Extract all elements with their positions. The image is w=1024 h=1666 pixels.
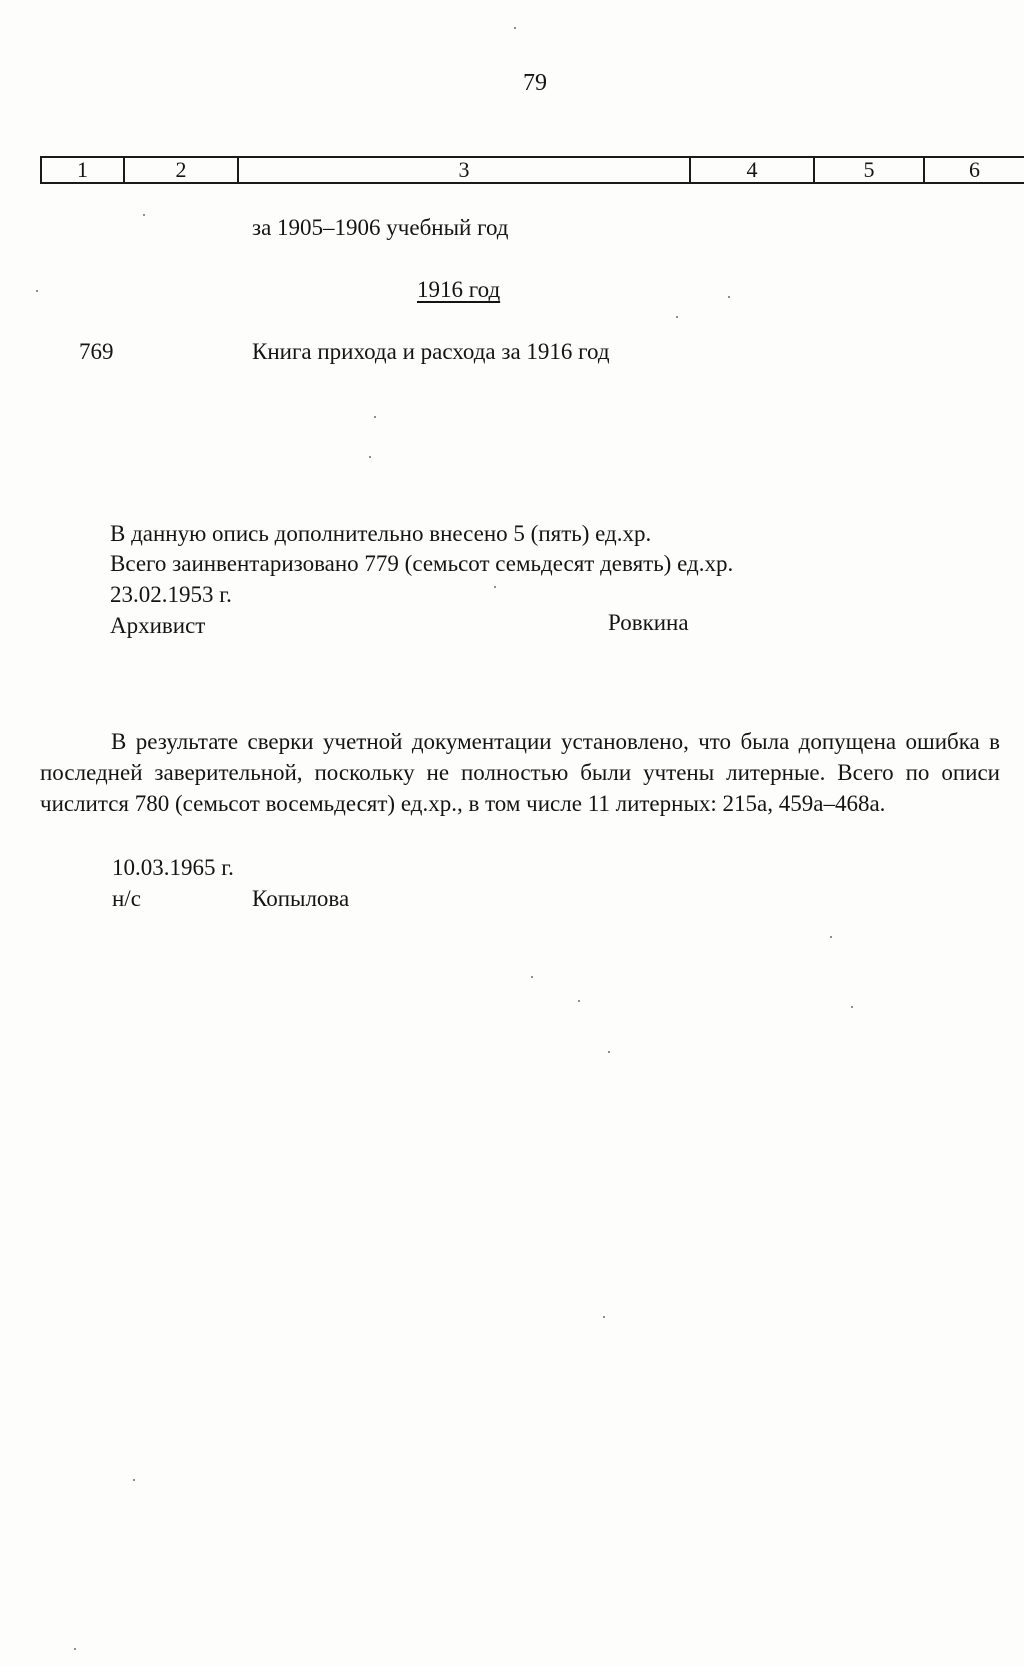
column-number-header bbox=[40, 156, 1024, 184]
certification-1965-role: н/с bbox=[112, 886, 141, 911]
column-number-2: 2 bbox=[125, 158, 239, 182]
column-number-1: 1 bbox=[42, 158, 125, 182]
scan-speck bbox=[578, 1000, 580, 1002]
certification-1953-signature: Ровкина bbox=[608, 610, 689, 635]
column-number-5: 5 bbox=[815, 158, 925, 182]
scan-speck bbox=[369, 456, 371, 458]
certification-1965-text: В результате сверки учетной документации установлено, что была допущена ошибка в последней заверительной, поскольку не полностью были учтены литерные. Всего по описи числится 780 (семьсот восемьдесят) ед.хр., в том числе 11 литерных: 215а, 459а–468а. bbox=[40, 729, 1000, 816]
scan-speck bbox=[74, 1648, 76, 1650]
certification-1953-date: 23.02.1953 г. bbox=[110, 582, 232, 607]
item-title: Книга прихода и расхода за 1916 год bbox=[252, 339, 610, 364]
certification-1965-signature: Копылова bbox=[252, 886, 350, 911]
column-number-3: 3 bbox=[239, 158, 691, 182]
certification-1965-date: 10.03.1965 г. bbox=[112, 855, 234, 880]
scan-speck bbox=[143, 214, 145, 216]
scan-speck bbox=[608, 1051, 610, 1053]
scan-speck bbox=[603, 1316, 605, 1318]
scan-speck bbox=[676, 316, 678, 318]
certification-1953-line2: Всего заинвентаризовано 779 (семьсот семьдесят девять) ед.хр. bbox=[110, 551, 734, 576]
certification-1953-role: Архивист bbox=[110, 613, 206, 638]
year-heading: 1916 год bbox=[417, 277, 501, 302]
scan-speck bbox=[531, 976, 533, 978]
scan-speck bbox=[514, 27, 516, 29]
scan-speck bbox=[374, 416, 376, 418]
certification-1953-line1: В данную опись дополнительно внесено 5 (пять) ед.хр. bbox=[110, 521, 652, 546]
scan-speck bbox=[133, 1479, 135, 1481]
scan-speck bbox=[728, 296, 730, 298]
column-number-4: 4 bbox=[691, 158, 815, 182]
scan-speck bbox=[494, 586, 496, 588]
page-number: 79 bbox=[523, 70, 547, 96]
scan-speck bbox=[36, 290, 38, 292]
scan-speck bbox=[851, 1006, 853, 1008]
scan-speck bbox=[830, 936, 832, 938]
continuation-text: за 1905–1906 учебный год bbox=[252, 215, 509, 240]
item-number: 769 bbox=[79, 339, 114, 364]
column-number-6: 6 bbox=[969, 157, 980, 182]
